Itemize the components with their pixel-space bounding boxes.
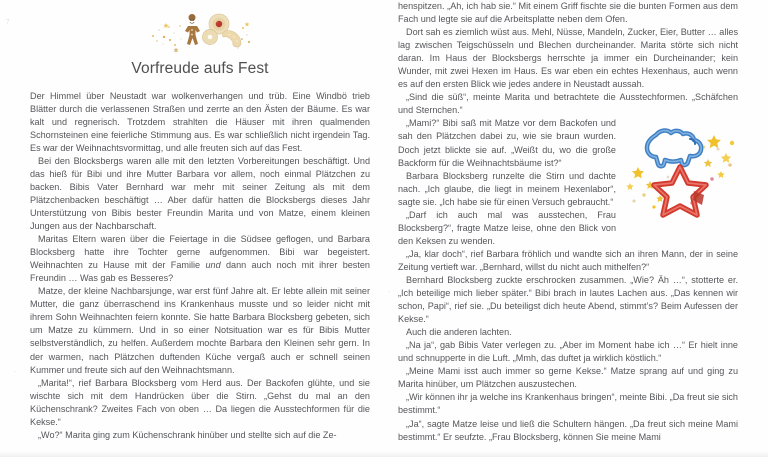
paragraph: „Wo?“ Marita ging zum Küchenschrank hinüber und stellte sich auf die Ze-: [38, 429, 337, 440]
folio-mark-top-left: 7: [6, 18, 10, 26]
paragraph: „Meine Mami isst auch immer so gerne Kekse.“ Matze sprang auf und ging zu Marita hinüber, um Plätzchen auszustechen.: [398, 366, 738, 390]
paragraph: „Ja“, sagte Matze leise und ließ die Schultern hängen. „Da freut sich meine Mami bestimmt.“ Er seufzte. „Frau Blocksberg, können Sie meine Mami: [398, 418, 738, 442]
paragraph: „Na ja“, gab Bibis Vater verlegen zu. „Aber im Moment habe ich …“ Er hielt inne und schnupperte in die Luft. „Mmh, das duftet ja wirklich köstlich.“: [398, 340, 738, 364]
paragraph: henspitzen. „Ah, ich hab sie.“ Mit einem Griff fischte sie die bunten Formen aus dem Fach und legte sie auf die Arbeitsplatte neben dem Ofen.: [398, 1, 738, 25]
right-text-column: [398, 0, 738, 444]
christmas-cookies-illustration: [144, 8, 256, 56]
paragraph: „Mami?“ Bibi saß mit Matze vor dem Backofen und sah den Plätzchen dabei zu, wie sie braun wurden. Doch jetzt blickte sie auf. „Weißt du, wo die große Backform für die Weihnachtsbäume ist?“: [398, 118, 616, 168]
paragraph: „Darf ich auch mal was ausstechen, Frau Blocksberg?“, fragte Matze leise, ohne den Blick von den Keksen zu wenden.: [398, 209, 616, 246]
text-flow-wrapper: [398, 0, 738, 444]
chapter-masthead: [30, 0, 370, 79]
cookie-cutter-illustration: [622, 119, 738, 223]
folio-mark-right: ·: [388, 288, 391, 296]
paragraph: Auch die anderen lachten.: [406, 327, 512, 338]
paragraph: Barbara Blocksberg runzelte die Stirn und dachte nach. „Ich glaube, die liegt in meinem Hexenlabor“, sagte sie. „Ich habe sie für einen Versuch gebraucht.“: [398, 170, 616, 207]
paragraph: Bernhard Blocksberg zuckte erschrocken zusammen. „Wie? Äh …“, stotterte er. „Ich beteilige mich lieber später.“ Bibi brach in lautes Lachen aus. „Das kennen wir schon, Papi“, rief sie. „Du beteiligst dich heute Abend, stimmt’s? Beim Aufessen der Kekse.“: [398, 274, 738, 325]
paragraph: „Sind die süß“, meinte Marita und betrachtete die Ausstechformen. „Schäfchen und Sternchen.“: [398, 92, 738, 116]
folio-mark-mid-right: ·: [371, 242, 374, 250]
paragraph: Dort sah es ziemlich wüst aus. Mehl, Nüsse, Mandeln, Zucker, Eier, Butter … alles lag zwischen Teigschüsseln und Blechen durcheinander. Marita störte sich nicht daran. Im Haus der Blocksbergs herrschte ja immer ein Durcheinander; kein Wunder, mit zwei Hexen im Haus. Es war eben ein echtes Hexenhaus, auch wenn es auf den ersten Blick wie jedes andere in Neustadt aussah.: [398, 27, 738, 90]
paragraph: „Marita!“, rief Barbara Blocksberg vom Herd aus. Der Backofen glühte, und sie wischte sich mit dem Handrücken über die Stirn. „Gehst du mal an den Küchenschrank? Zweites Fach von oben … Da liegen die Ausstechformen für die Kekse.“: [30, 377, 370, 427]
folio-mark-mid-left: ·: [14, 368, 17, 376]
page-title: Vorfreude aufs Fest: [131, 60, 269, 77]
left-text-column: [30, 0, 370, 442]
paragraph: Matze, der kleine Nachbarsjunge, war erst fünf Jahre alt. Er lebte allein mit seiner Mutter, die ganz überraschend ins Krankenhaus musste und so leider nicht mit ihrem Sohn Weihnachten feiern konnte. Sie hatte Barbara Blocksberg gebeten, sich um Matze zu kümmern. Und in so einer Notsituation war es für Bibis Mutter selbstverständlich, zu helfen. Außerdem mochte Barbara den Kleinen sehr gern. In der warmen, nach Plätzchen duftenden Küche vergaß auch er schnell seinen Kummer und freute sich auf den Weihnachtsmann.: [30, 286, 370, 375]
paragraph: Der Himmel über Neustadt war wolkenverhangen und trüb. Eine Windbö trieb Blätter durch die verlassenen Straßen und zerrte an den Ästen der Bäume. Es war kalt und regnerisch. Trotzdem strahlten die Häuser mit ihren qualmenden Schornsteinen eine feierliche Stimmung aus. Es war schließlich nicht irgendein Tag. Es war der Weihnachtsvormittag, und alle freuten sich auf das Fest.: [30, 90, 370, 153]
paragraph: „Ja, klar doch“, rief Barbara fröhlich und wandte sich an ihren Mann, der in seine Zeitung vertieft war. „Bernhard, willst du nicht auch mithelfen?“: [398, 248, 738, 272]
emphasised-word: und: [205, 260, 221, 271]
paragraph: Bei den Blocksbergs waren alle mit den letzten Vorbereitungen beschäftigt. Und das hieß für Bibi und ihre Mutter Barbara vor allem, noch einmal Plätzchen zu backen. Bibis Vater Bernhard war mehr mit seiner Zeitung als mit dem Plätzchenbacken beschäftigt … Aber dafür hatten die Blocksbergs dieses Jahr Unterstützung von Bibis bester Freundin Marita und von Matze, einem kleinen Jungen aus der Nachbarschaft.: [30, 155, 370, 232]
paragraph: Maritas Eltern waren über die Feiertage in die Südsee geflogen, und Barbara Blocksberg hatte ihre Tochter gerne aufgenommen. Bibi war begeistert. Weihnachten zu Hause mit der Familie und dann auch noch mit ihrer besten Freundin … Was gab es Besseres?: [30, 234, 370, 284]
paragraph: „Wir können ihr ja welche ins Krankenhaus bringen“, meinte Bibi. „Da freut sie sich bestimmt.“: [398, 392, 738, 416]
page-bottom-edge: [0, 451, 768, 457]
